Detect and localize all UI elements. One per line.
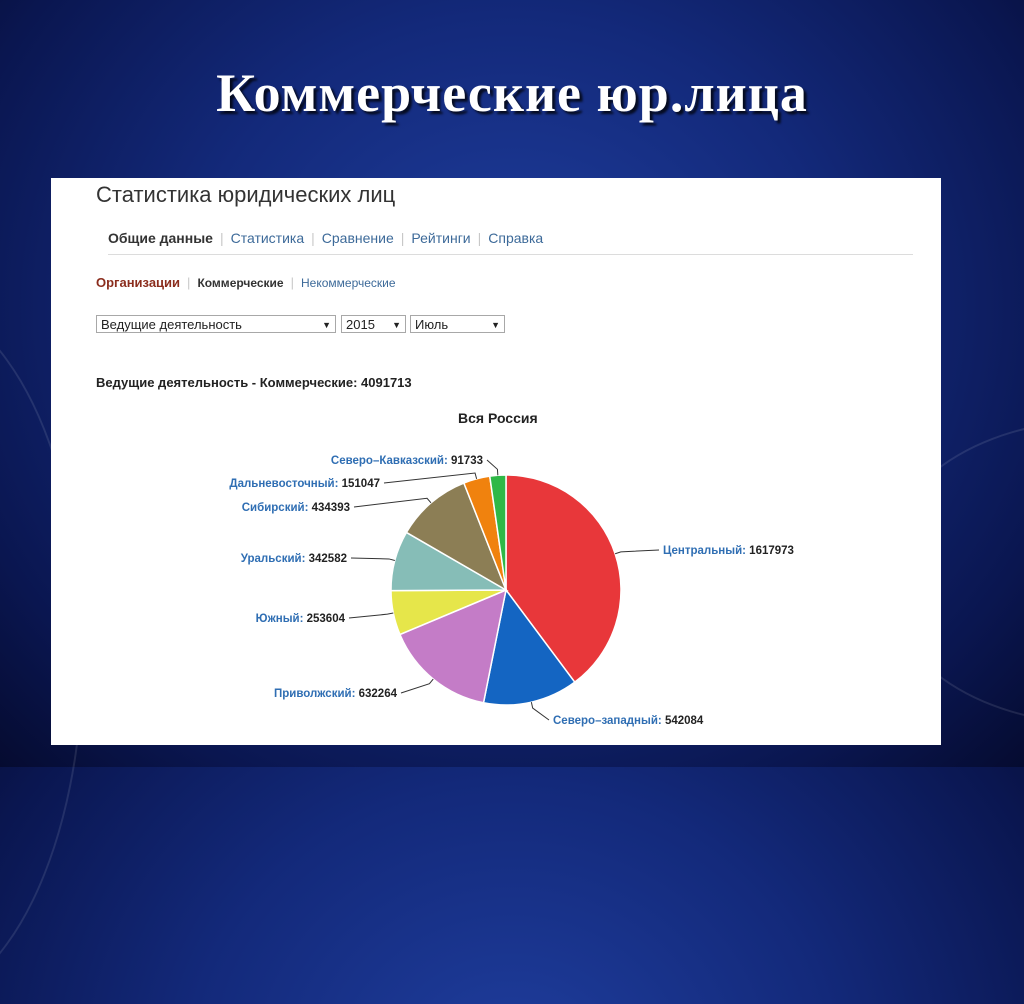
chart-title: Вся Россия <box>458 410 538 426</box>
nav-separator: | <box>311 230 315 246</box>
slice-label: Центральный: 1617973 <box>663 545 794 557</box>
slice-label: Южный: 253604 <box>255 613 345 625</box>
nav-general[interactable]: Общие данные <box>108 230 213 246</box>
month-select-value: Июль <box>415 317 449 332</box>
chevron-down-icon: ▼ <box>491 320 500 330</box>
slice-label: Дальневосточный: 151047 <box>229 478 380 490</box>
tab-separator: | <box>187 275 191 290</box>
tab-organizations[interactable]: Организации <box>96 275 181 290</box>
tab-noncommercial[interactable]: Некоммерческие <box>301 276 396 290</box>
nav-statistics[interactable]: Статистика <box>230 230 305 246</box>
tab-separator: | <box>290 275 294 290</box>
slice-label: Северо–западный: 542084 <box>553 715 704 727</box>
slice-leader-line <box>351 558 395 560</box>
statistics-panel <box>51 178 941 745</box>
slice-leader-line <box>384 473 477 483</box>
year-select-value: 2015 <box>346 317 375 332</box>
page-title: Статистика юридических лиц <box>96 182 396 207</box>
tab-commercial[interactable]: Коммерческие <box>197 276 284 290</box>
nav-help[interactable]: Справка <box>488 230 544 246</box>
slice-leader-line <box>487 460 498 475</box>
chevron-down-icon: ▼ <box>392 320 401 330</box>
slice-leader-line <box>615 550 659 554</box>
pie-chart <box>51 178 941 745</box>
summary-total: Ведущие деятельность - Коммерческие: 4091713 <box>96 375 412 390</box>
slide-title: Коммерческие юр.лица <box>216 63 808 123</box>
slice-leader-line <box>401 679 433 693</box>
slice-leader-line <box>354 498 431 507</box>
slice-label: Уральский: 342582 <box>240 553 347 565</box>
activity-select-value: Ведущие деятельность <box>101 317 242 332</box>
chevron-down-icon: ▼ <box>322 320 331 330</box>
slice-label: Приволжский: 632264 <box>273 688 397 700</box>
slice-label: Сибирский: 434393 <box>241 502 350 514</box>
slice-leader-line <box>349 613 393 618</box>
slice-leader-line <box>531 702 549 720</box>
nav-ratings[interactable]: Рейтинги <box>411 230 471 246</box>
nav-separator: | <box>477 230 482 246</box>
nav-comparison[interactable]: Сравнение <box>321 230 394 246</box>
nav-separator: | <box>400 230 405 246</box>
nav-separator: | <box>219 230 224 246</box>
slice-label: Северо–Кавказский: 91733 <box>330 455 483 467</box>
